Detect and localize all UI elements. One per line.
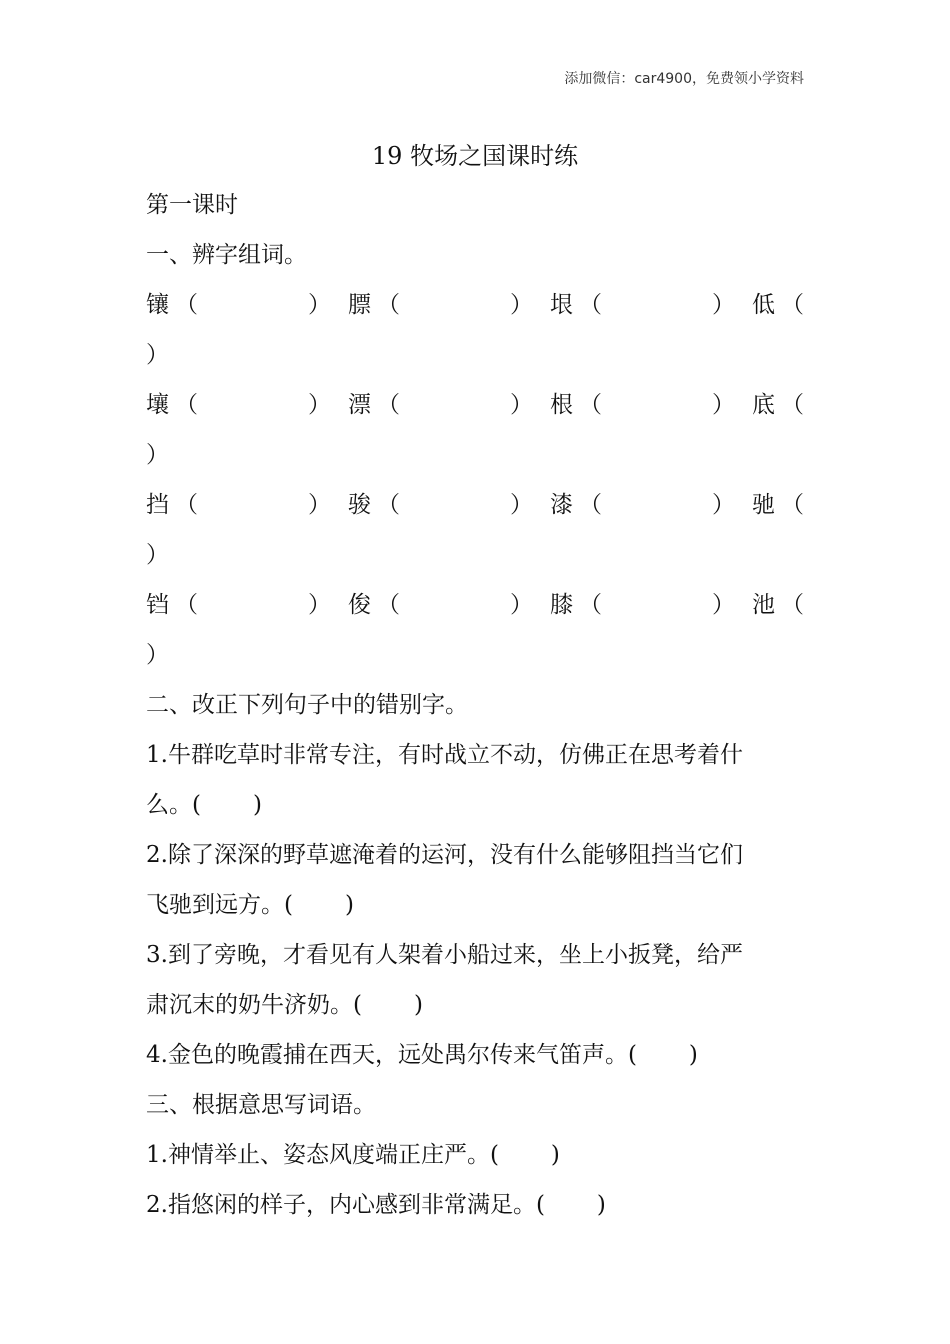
question-line: 4.金色的晚霞捕在西天，远处禺尔传来气笛声。( ) bbox=[146, 1042, 698, 1068]
header-note: 添加微信：car4900，免费领小学资料 bbox=[564, 71, 804, 87]
question-line: 2.除了深深的野草遮淹着的运河，没有什么能够阻挡当它们 bbox=[146, 842, 743, 868]
char-row bbox=[146, 486, 806, 516]
char-cell: 漆 （ bbox=[550, 492, 602, 518]
char-cell: 漂 （ bbox=[348, 392, 400, 418]
char-cell: 根 （ bbox=[550, 392, 602, 418]
char-row bbox=[146, 586, 806, 616]
question-line: 么。( ) bbox=[146, 792, 262, 818]
char-cell: 骏 （ bbox=[348, 492, 400, 518]
paren-close: ） bbox=[308, 592, 331, 618]
paren-close: ） bbox=[712, 492, 735, 518]
page-title: 19 牧场之国课时练 bbox=[371, 142, 579, 170]
question-line: 2.指悠闲的样子，内心感到非常满足。( ) bbox=[146, 1192, 606, 1218]
paren-close: ） bbox=[146, 442, 169, 468]
question-line: 飞驰到远方。( ) bbox=[146, 892, 354, 918]
question-line: 3.到了旁晚，才看见有人架着小船过来，坐上小扳凳，给严 bbox=[146, 942, 743, 968]
char-cell: 壤 （ bbox=[146, 392, 198, 418]
char-cell: 俊 （ bbox=[348, 592, 400, 618]
paren-close: ） bbox=[510, 392, 533, 418]
char-cell: 镶 （ bbox=[146, 292, 198, 318]
paren-close: ） bbox=[510, 592, 533, 618]
paren-close: ） bbox=[712, 292, 735, 318]
char-cell: 膘 （ bbox=[348, 292, 400, 318]
paren-close: ） bbox=[308, 292, 331, 318]
paren-close: ） bbox=[308, 492, 331, 518]
lesson-label: 第一课时 bbox=[146, 192, 238, 218]
paren-close: ） bbox=[308, 392, 331, 418]
section2-heading: 二、改正下列句子中的错别字。 bbox=[146, 692, 468, 718]
question-line: 1.牛群吃草时非常专注，有时战立不动，仿佛正在思考着什 bbox=[146, 742, 743, 768]
section3-heading: 三、根据意思写词语。 bbox=[146, 1092, 376, 1118]
char-cell: 池 （ bbox=[752, 592, 804, 618]
paren-close: ） bbox=[146, 542, 169, 568]
question-line: 肃沉末的奶牛济奶。( ) bbox=[146, 992, 423, 1018]
paren-close: ） bbox=[712, 392, 735, 418]
char-cell: 挡 （ bbox=[146, 492, 198, 518]
paren-close: ） bbox=[510, 492, 533, 518]
char-cell: 低 （ bbox=[752, 292, 804, 318]
char-cell: 底 （ bbox=[752, 392, 804, 418]
paren-close: ） bbox=[146, 342, 169, 368]
paren-close: ） bbox=[712, 592, 735, 618]
char-row bbox=[146, 286, 806, 316]
paren-close: ） bbox=[146, 642, 169, 668]
section1-heading: 一、辨字组词。 bbox=[146, 242, 307, 268]
question-line: 1.神情举止、姿态风度端正庄严。( ) bbox=[146, 1142, 560, 1168]
char-row bbox=[146, 386, 806, 416]
char-cell: 膝 （ bbox=[550, 592, 602, 618]
char-cell: 铛 （ bbox=[146, 592, 198, 618]
paren-close: ） bbox=[510, 292, 533, 318]
char-cell: 垠 （ bbox=[550, 292, 602, 318]
char-cell: 驰 （ bbox=[752, 492, 804, 518]
